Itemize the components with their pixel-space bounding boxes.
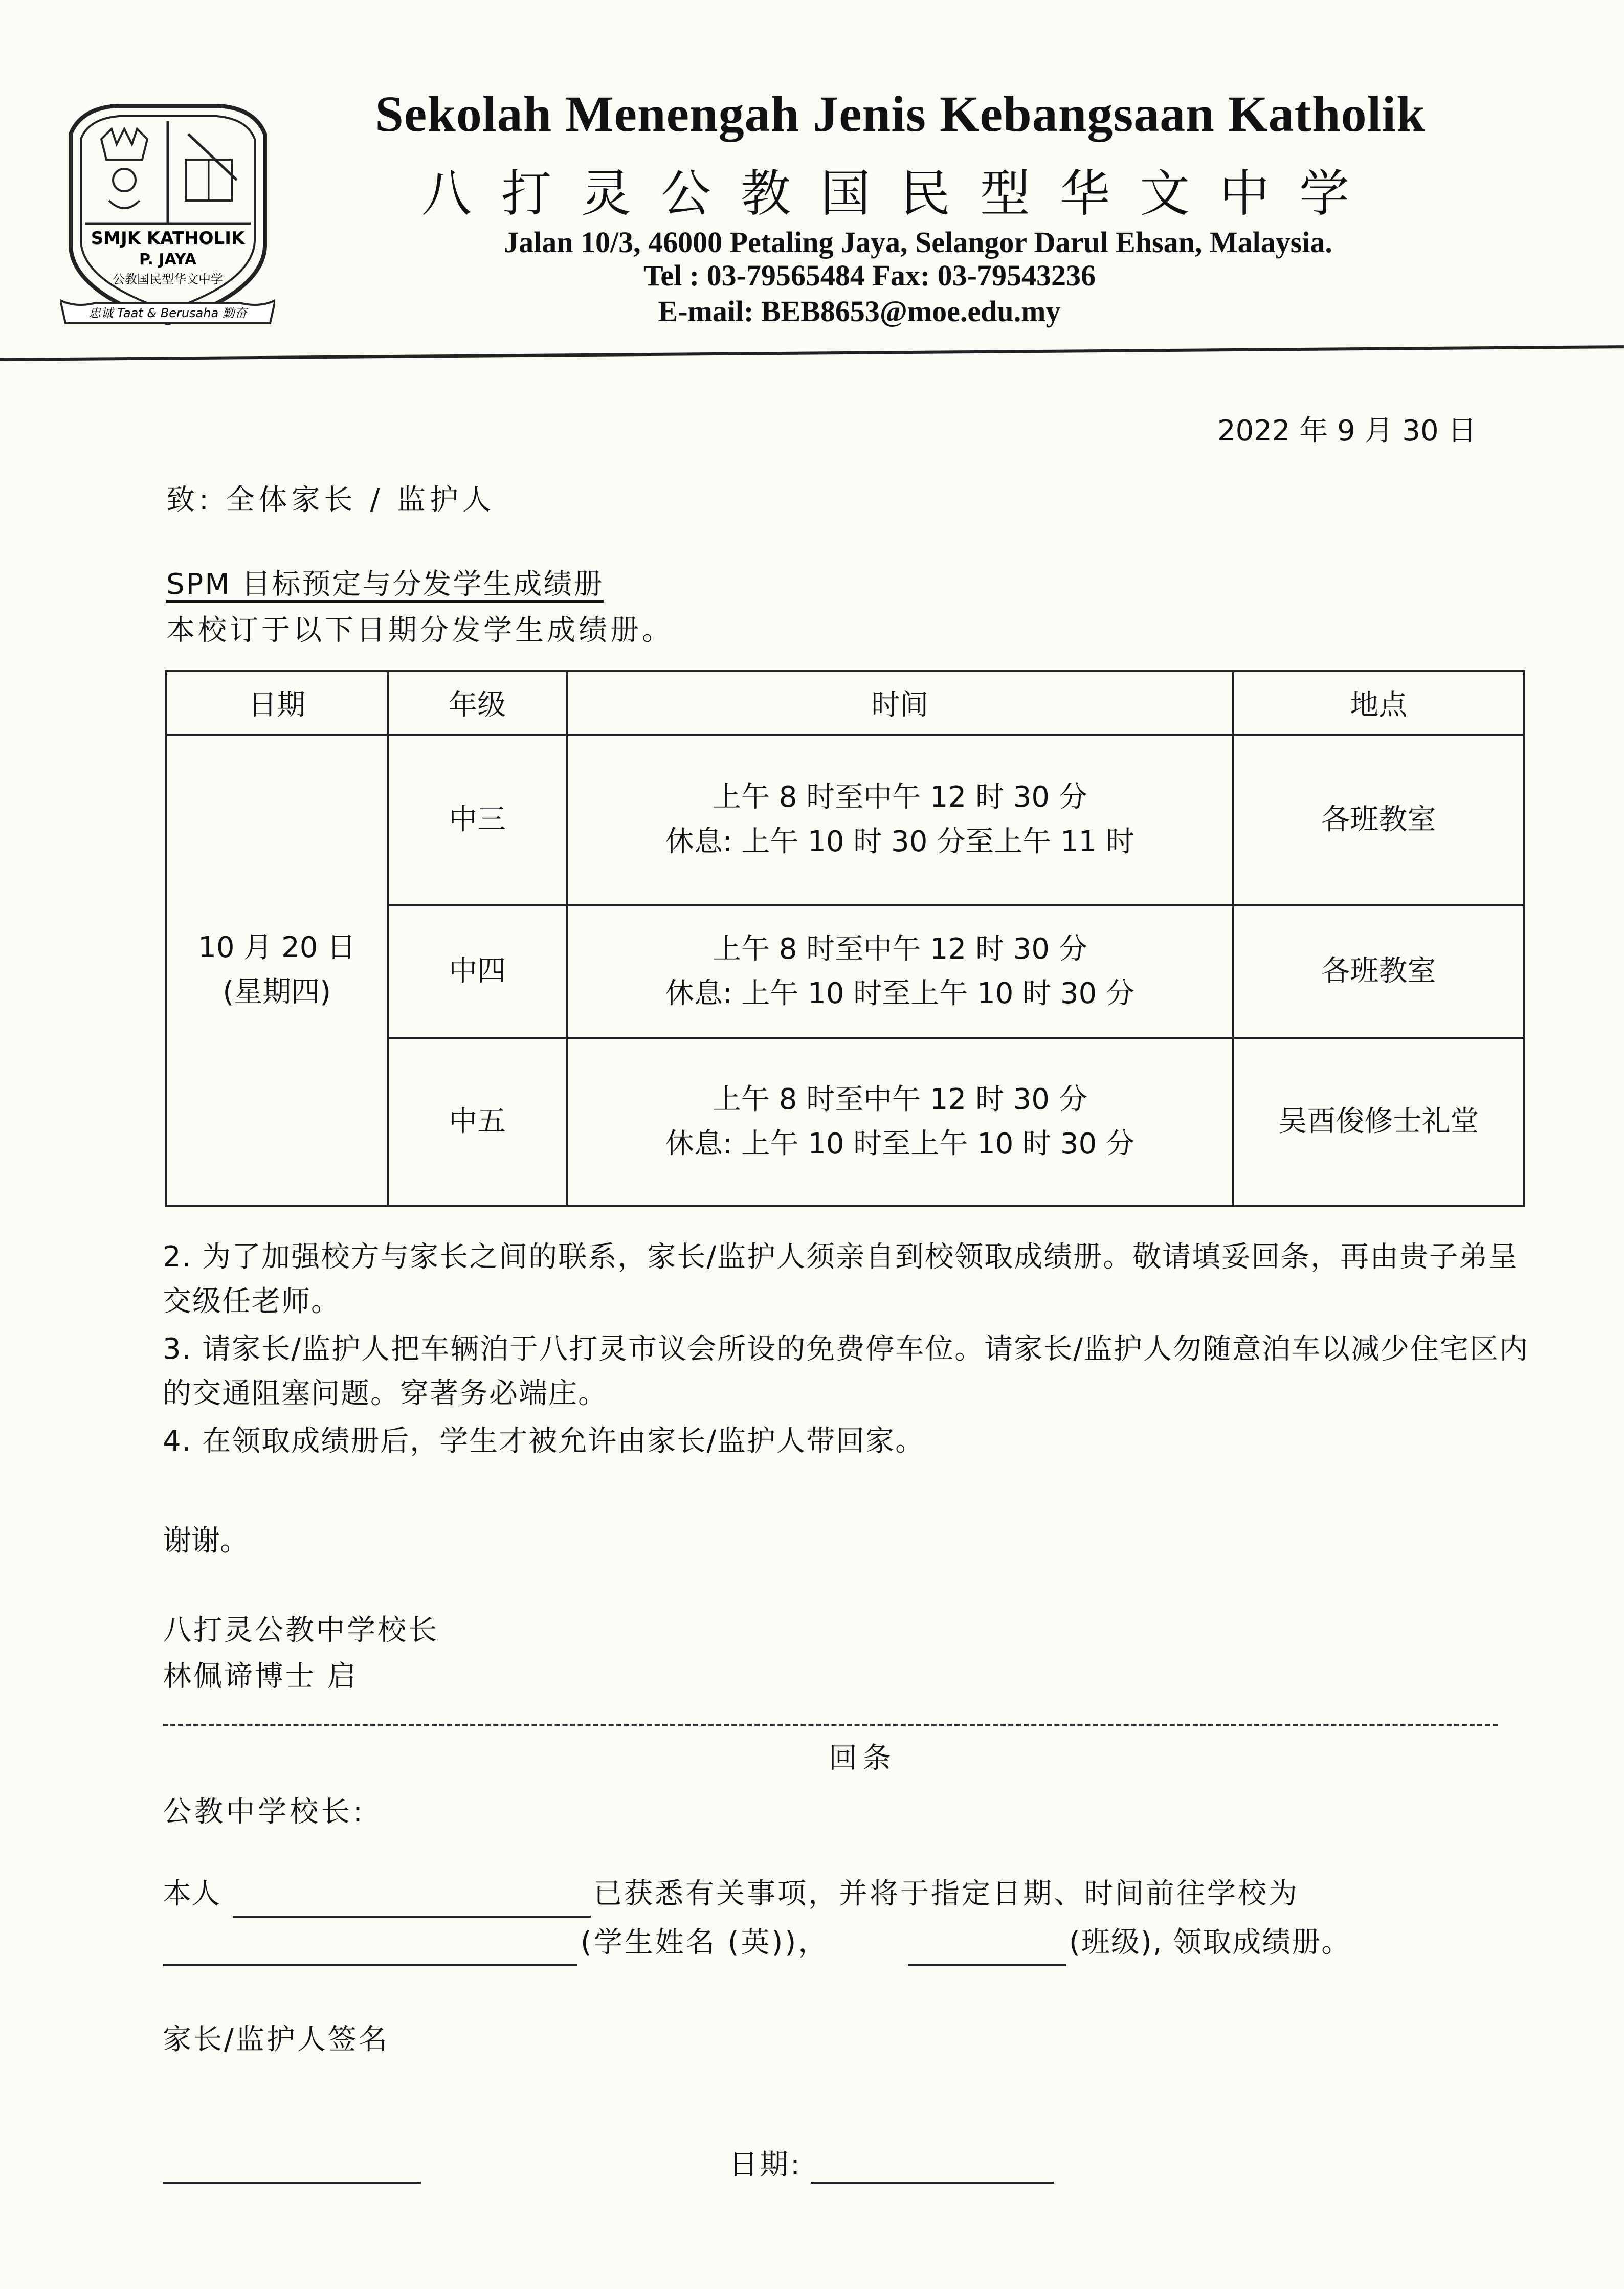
table-header-row [166,671,1524,735]
table-row [166,735,1524,905]
parent-name-blank[interactable] [233,1916,591,1918]
school-email: E-mail: BEB8653@moe.edu.my [658,295,1061,328]
letter-intro: 本校订于以下日期分发学生成绩册。 [166,614,674,647]
time-cell [567,1038,1233,1206]
reply-date-label: 日期: [729,2148,802,2182]
school-crest-logo [60,98,275,339]
header-date: 日期 [166,671,388,735]
reply-recipient: 公教中学校长: [163,1795,366,1829]
closing-thanks: 谢谢。 [163,1524,249,1558]
school-address: Jalan 10/3, 46000 Petaling Jaya, Selangor Darul Ehsan, Malaysia. [504,226,1332,259]
date-cell [166,735,388,1206]
letter-date: 2022 年 9 月 30 日 [1217,414,1477,448]
time-break: 休息: 上午 10 时 30 分至上午 11 时 [665,825,1134,858]
venue-cell: 吴酉俊修士礼堂 [1233,1038,1524,1206]
school-name-en: Sekolah Menengah Jenis Kebangsaan Katholik [375,85,1426,142]
note-3: 3. 请家长/监护人把车辆泊于八打灵市议会所设的免费停车位。请家长/监护人勿随意泊车以减少住宅区内的交通阻塞问题。穿著务必端庄。 [163,1332,1529,1410]
venue-cell: 各班教室 [1233,905,1524,1038]
header-venue: 地点 [1233,671,1524,735]
date-cell-weekday: (星期四) [223,975,331,1009]
reply-line1-text: 已获悉有关事项，并将于指定日期、时间前往学校为 [593,1877,1299,1910]
time-break: 休息: 上午 10 时至上午 10 时 30 分 [665,1127,1134,1161]
signature-blank[interactable] [163,2182,421,2184]
reply-self-label: 本人 [163,1877,220,1910]
schedule-table [165,670,1525,1207]
reply-slip-title: 回条 [829,1742,896,1775]
grade-cell: 中三 [388,735,567,905]
header-grade: 年级 [388,671,567,735]
venue-cell: 各班教室 [1233,735,1524,905]
grade-cell: 中五 [388,1038,567,1206]
time-main: 上午 8 时至中午 12 时 30 分 [712,932,1087,966]
header-divider [0,345,1624,361]
letter-recipient: 致: 全体家长 / 监护人 [166,483,496,517]
logo-zh-text: 公教国民型华文中学 [113,272,223,286]
time-main: 上午 8 时至中午 12 时 30 分 [712,781,1087,814]
signature-label: 家长/监护人签名 [163,2023,389,2056]
principal-title: 八打灵公教中学校长 [163,1614,439,1647]
school-name-zh: 八打灵公教国民型华文中学 [421,165,1379,223]
note-2: 2. 为了加强校方与家长之间的联系，家长/监护人须亲自到校领取成绩册。敬请填妥回条，再由贵子弟呈交级任老师。 [163,1240,1519,1318]
school-phone-fax: Tel : 03-79565484 Fax: 03-79543236 [643,259,1096,292]
grade-cell: 中四 [388,905,567,1038]
cut-line [163,1724,1498,1726]
class-blank[interactable] [908,1964,1066,1966]
letter-subject: SPM 目标预定与分发学生成绩册 [166,568,604,601]
logo-top-text: SMJK KATHOLIK [91,228,245,249]
note-4: 4. 在领取成绩册后，学生才被允许由家长/监护人带回家。 [163,1425,925,1458]
date-cell-day: 10 月 20 日 [198,931,356,965]
logo-motto: 忠诚 Taat & Berusaha 勤奋 [88,306,247,320]
time-break: 休息: 上午 10 时至上午 10 时 30 分 [665,976,1134,1010]
header-time: 时间 [567,671,1233,735]
reply-class-label: (班级), 领取成绩册。 [1069,1926,1351,1959]
time-cell [567,905,1233,1038]
logo-sub-text: P. JAYA [139,251,196,269]
principal-name: 林佩谛博士 启 [163,1660,358,1693]
time-main: 上午 8 时至中午 12 时 30 分 [712,1082,1087,1116]
reply-date-blank[interactable] [811,2182,1054,2184]
reply-student-label: (学生姓名 (英))， [581,1926,829,1959]
time-cell [567,735,1233,905]
student-name-blank[interactable] [163,1964,577,1966]
